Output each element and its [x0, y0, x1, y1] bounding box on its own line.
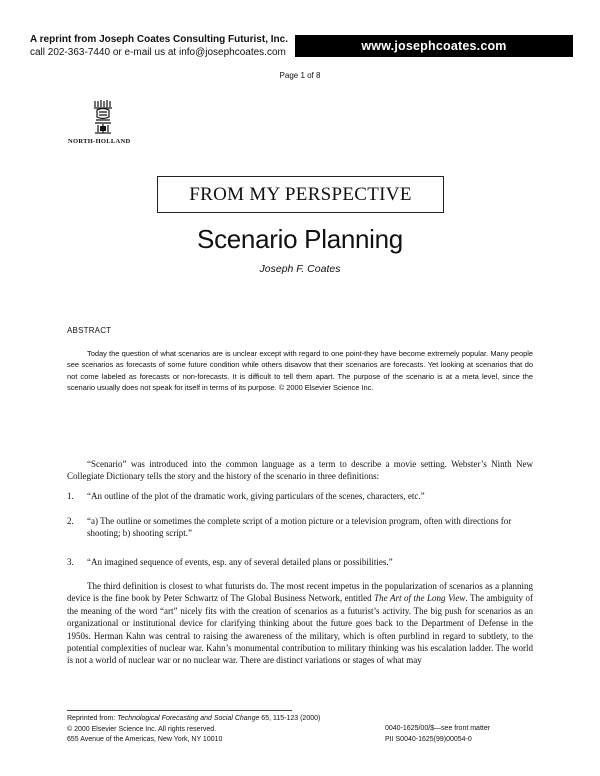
contact-line: call 202-363-7440 or e-mail us at info@josephcoates.com	[30, 47, 286, 58]
reprint-prefix: Reprinted from:	[67, 715, 118, 722]
definition-item	[67, 556, 533, 568]
abstract-heading: ABSTRACT	[67, 326, 112, 335]
definition-item	[67, 515, 533, 540]
body-paragraph	[67, 580, 533, 667]
author-name: Joseph F. Coates	[259, 263, 341, 275]
website-banner[interactable]: www.josephcoates.com	[295, 35, 573, 57]
citation-volume: 65, 115-123 (2000)	[259, 715, 321, 722]
publisher-address: 655 Avenue of the Americas, New York, NY 10010	[67, 736, 223, 744]
book-title: The Art of the Long View	[374, 593, 466, 604]
footer-identifiers	[385, 724, 490, 745]
definition-number: 3.	[67, 557, 74, 567]
copyright-notice: © 2000 Elsevier Science Inc. All rights reserved.	[67, 725, 217, 733]
intro-paragraph: “Scenario” was introduced into the common language as a term to describe a movie setting. Webster’s Ninth New Collegiate Dictionary tells the story and the history of the scenario in three definitions:	[67, 459, 533, 482]
reprint-citation	[67, 714, 320, 725]
publisher-logo	[68, 99, 144, 145]
article-title: Scenario Planning	[197, 224, 403, 254]
reprint-source: A reprint from Joseph Coates Consulting Futurist, Inc.	[30, 34, 288, 45]
definition-text: “An outline of the plot of the dramatic work, giving particulars of the scenes, characters, etc.”	[87, 491, 425, 501]
journal-name: Technological Forecasting and Social Change	[117, 715, 260, 722]
definition-text: “a) The outline or sometimes the complete script of a motion picture or a television program, often with directions for shooting; b) shooting script.”	[87, 516, 512, 539]
publisher-name: NORTH-HOLLAND	[68, 138, 131, 145]
definition-number: 2.	[67, 516, 74, 526]
paragraph-text-end: . The ambiguity of the meaning of the word “art” nicely fits with the creation of scenarios as a futurist’s activity. The big push for scenarios as an organizational or institutional device for clarifying thinking about the future goes back to the Department of Defense in the 1950s. Herman Kahn was central to raising the awareness of the military, which is often purblind in regard to subtlety, to the potential complexities of nuclear war. Kahn’s monumental contribution to military thinking was his escalation ladder. The world is not a world of nuclear war or no nuclear war. There are distinct variations or stages of what may	[67, 593, 534, 666]
paragraph-text-start: The third definition is closest to what futurists do. The most recent impetus in the popularization of scenarios as a planning device is the fine book by Peter Schwartz of The Global Business Network, entitled	[67, 581, 533, 604]
north-holland-emblem-icon	[92, 99, 114, 135]
definition-item	[67, 490, 533, 502]
definition-text: “An imagined sequence of events, esp. any of several detailed plans or possibilities.”	[87, 557, 393, 567]
definition-number: 1.	[67, 491, 74, 501]
reprint-header	[30, 33, 288, 59]
footer-citation-block	[67, 714, 320, 746]
page-indicator: Page 1 of 8	[279, 71, 321, 80]
footer-divider	[67, 710, 292, 711]
issn-line: 0040-1625/00/$—see front matter	[385, 725, 491, 732]
pii-line: PII S0040-1625(99)00054-0	[385, 735, 472, 743]
section-label: FROM MY PERSPECTIVE	[157, 176, 444, 213]
abstract-text: Today the question of what scenarios are is unclear except with regard to one point-they have become extremely popular. Many people see scenarios as forecasts of some future condition while others disavow that their scenarios are forecasts. Yet looking at scenarios that do not come labeled as forecasts or non-forecasts. It is difficult to tell them apart. The purpose of the scenario is at a meta level, since the scenario usually does not speak for itself in terms of its purpose. © 2000 Elsevier Science Inc.	[67, 349, 533, 392]
